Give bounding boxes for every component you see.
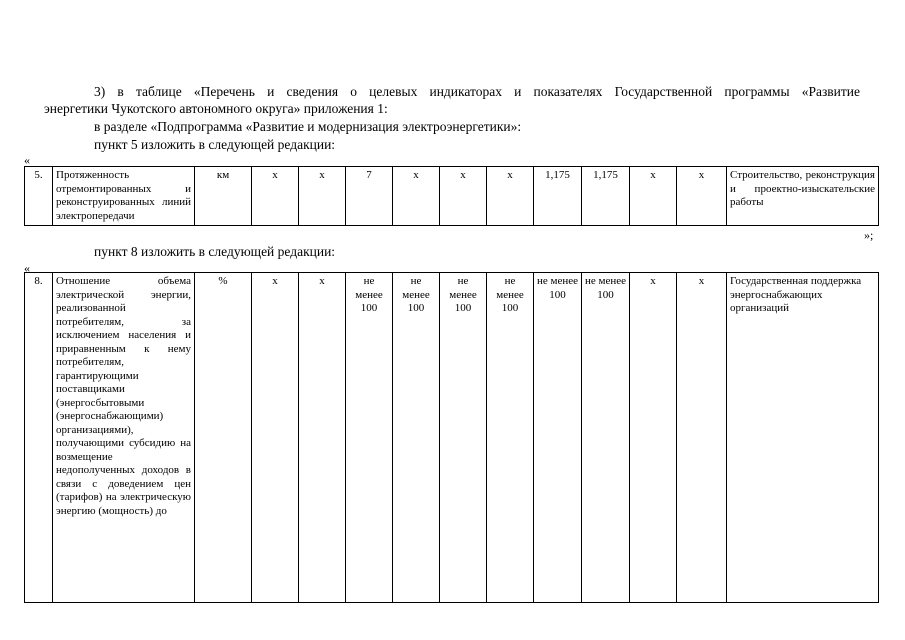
intro-line-3: в разделе «Подпрограмма «Развитие и модернизация электроэнергетики»: [94,119,522,134]
note-cell: Строительство, реконструкция и проектно-изыскательские работы [727,167,879,226]
value-cell: не менее 100 [582,273,630,603]
value-cell: х [393,167,440,226]
value-cell: х [630,273,677,603]
table-row [25,273,879,603]
value-cell: х [252,273,299,603]
value-cell: х [299,273,346,603]
table-row [25,167,879,226]
value-cell: х [252,167,299,226]
indicator-name: Протяженность отремонтированных и реконструированных линий электропередачи [53,167,195,226]
row-number: 5. [25,167,53,226]
value-cell: 1,175 [582,167,630,226]
table-item-8 [24,272,879,603]
value-cell: не менее 100 [487,273,534,603]
close-quote-1: »; [864,228,874,242]
section-8-intro: пункт 8 изложить в следующей редакции: [94,244,336,259]
value-cell: не менее 100 [346,273,393,603]
table-item-5 [24,166,879,226]
value-cell: не менее 100 [393,273,440,603]
value-cell: не менее 100 [534,273,582,603]
unit-cell: % [195,273,252,603]
value-cell: х [487,167,534,226]
value-cell: х [630,167,677,226]
intro-line-4: пункт 5 изложить в следующей редакции: [94,137,336,152]
open-quote-1: « [24,153,30,167]
value-cell: х [299,167,346,226]
value-cell: не менее 100 [440,273,487,603]
intro-line-2: энергетики Чукотского автономного округа» приложения 1: [44,101,388,116]
indicator-name: Отношение объема электрической энергии, реализованной потребителям, за исключением населения и приравненным к нему потребителям, гарантирующими поставщиками (энергосбытовыми (энергоснабжающими) организациями), получающими субсидию на возмещение недополученных доходов в связи с доведением цен (тарифов) на электрическую энергию (мощность) до [53,273,195,603]
value-cell: 1,175 [534,167,582,226]
value-cell: х [677,167,727,226]
intro-line-1: 3) в таблице «Перечень и сведения о целевых индикаторах и показателях Государственной программы «Развитие [94,84,860,99]
row-number: 8. [25,273,53,603]
open-quote-2: « [24,261,30,275]
unit-cell: км [195,167,252,226]
value-cell: х [677,273,727,603]
value-cell: 7 [346,167,393,226]
note-cell: Государственная поддержка энергоснабжающих организаций [727,273,879,603]
value-cell: х [440,167,487,226]
